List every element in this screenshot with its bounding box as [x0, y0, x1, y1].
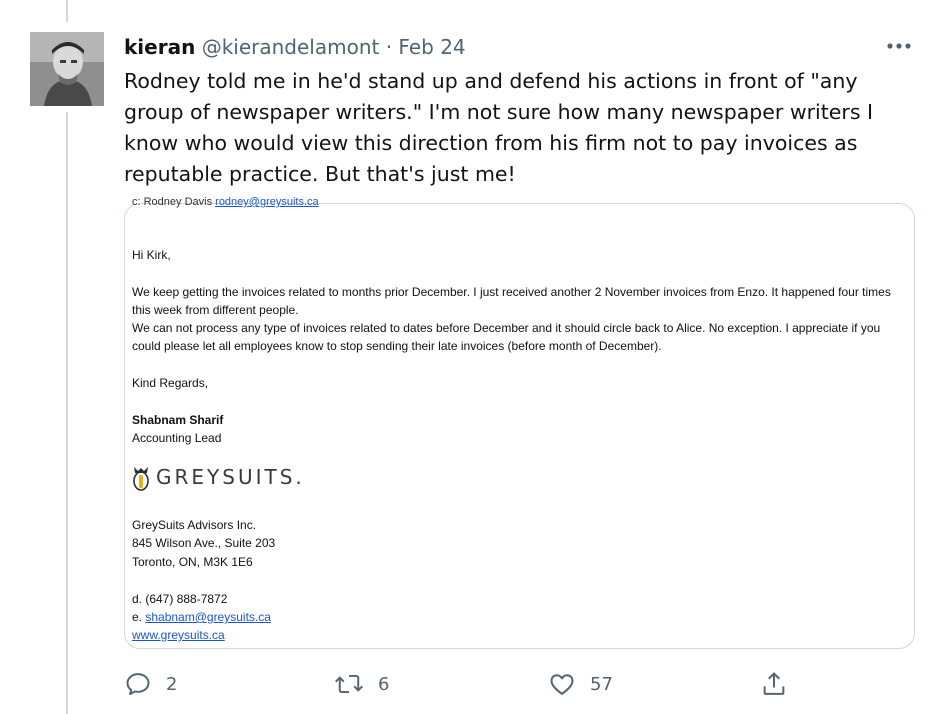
display-name[interactable]: kieran: [124, 35, 196, 59]
like-count: 57: [590, 673, 613, 695]
sender-name: Shabnam Sharif: [132, 413, 224, 427]
share-icon: [760, 670, 788, 698]
email-paragraph-2: We can not process any type of invoices related to dates before December and it should circle back to Alice. No exception. I appreciate if you could please let all employees know to stop sending their late invoices (before month of December).: [132, 321, 881, 353]
cc-link: rodney@greysuits.ca: [215, 196, 319, 208]
separator-dot: ·: [385, 35, 393, 59]
retweet-count: 6: [378, 673, 390, 695]
email-cc-line: [132, 196, 319, 208]
email-address-link: shabnam@greysuits.ca: [145, 610, 271, 624]
owl-icon: [132, 463, 150, 491]
reply-button[interactable]: [124, 668, 177, 700]
logo-text: GREYSUITS.: [156, 465, 305, 489]
greysuits-logo: [132, 462, 305, 492]
thread-line-top: [66, 0, 68, 22]
website-line: [132, 626, 225, 644]
website-link: www.greysuits.ca: [132, 628, 225, 642]
more-button[interactable]: [885, 36, 915, 56]
email-greeting: Hi Kirk,: [132, 248, 171, 262]
tweet-date[interactable]: Feb 24: [398, 35, 466, 59]
email-paragraph-1: We keep getting the invoices related to months prior December. I just received another 2 November invoices from Enzo. It happened four times this week from different people.: [132, 285, 891, 317]
like-button[interactable]: [548, 668, 613, 700]
tweet-header: [124, 34, 466, 60]
more-icon: [885, 36, 915, 56]
company-name: GreySuits Advisors Inc.: [132, 518, 257, 532]
company-street: 845 Wilson Ave., Suite 203: [132, 536, 276, 550]
company-phone: d. (647) 888-7872: [132, 592, 228, 606]
tweet-text: Rodney told me in he'd stand up and defend his actions in front of "any group of newspaper writers." I'm not sure how many newspaper writers I know who would view this direction from his firm not to pay invoices as reputable practice. But that's just me!: [124, 69, 874, 186]
email-prefix: e.: [132, 610, 146, 624]
email-address-line: [132, 608, 271, 626]
attached-image[interactable]: [124, 196, 915, 649]
company-city: Toronto, ON, M3K 1E6: [132, 555, 253, 569]
email-regards: Kind Regards,: [132, 376, 209, 390]
reply-icon: [124, 670, 152, 698]
retweet-icon: [334, 670, 364, 698]
share-button[interactable]: [760, 668, 788, 700]
heart-icon: [548, 670, 576, 698]
tweet-actions: [124, 668, 914, 700]
reply-count: 2: [166, 673, 178, 695]
sender-title: Accounting Lead: [132, 431, 222, 445]
thread-line-bottom: [66, 112, 68, 714]
retweet-button[interactable]: [334, 668, 389, 700]
user-handle[interactable]: @kierandelamont: [201, 35, 380, 59]
avatar[interactable]: [30, 32, 104, 106]
cc-prefix: c: Rodney Davis: [132, 196, 213, 208]
